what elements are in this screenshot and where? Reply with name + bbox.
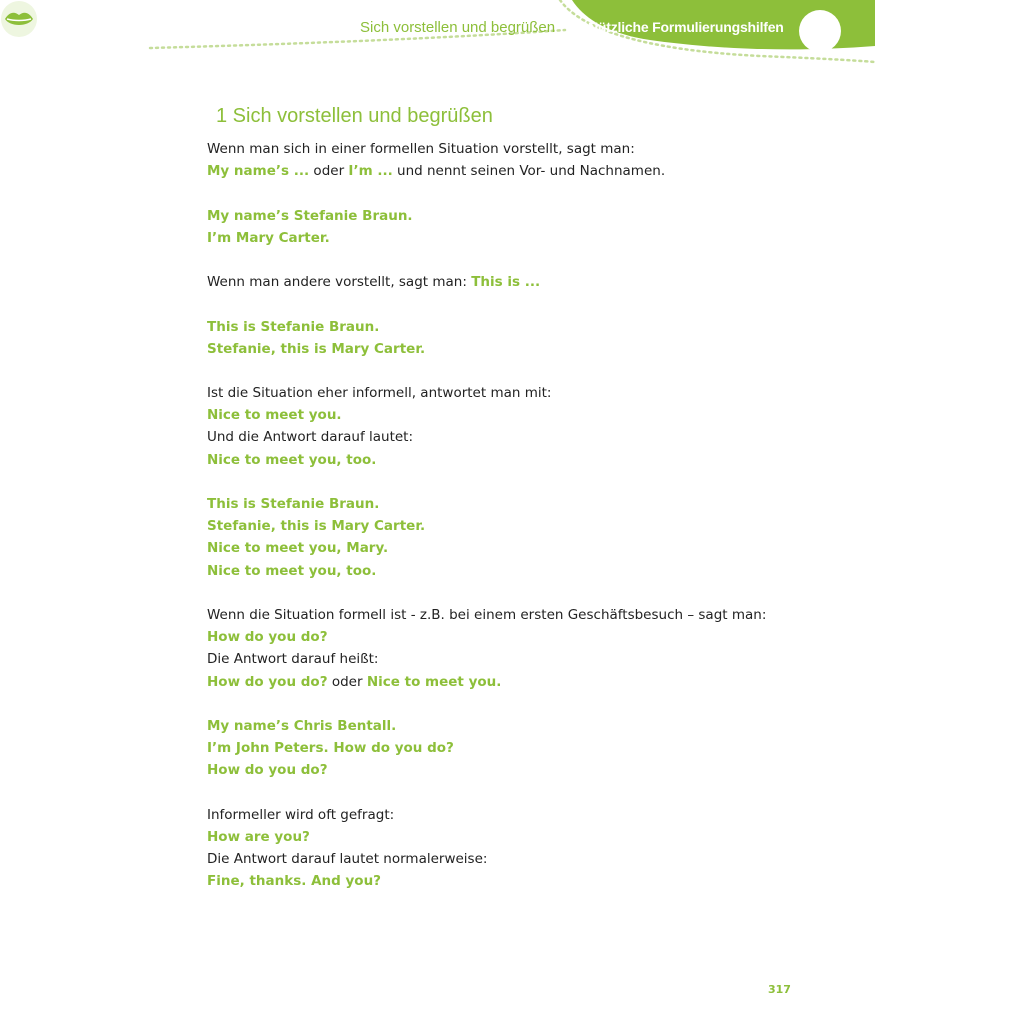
- text-line: Wenn die Situation formell ist - z.B. bei einem ersten Geschäftsbesuch – sagt man:: [207, 606, 767, 623]
- example-line: This is Stefanie Braun.: [207, 318, 380, 335]
- text: und nennt seinen Vor- und Nachnamen.: [392, 163, 666, 180]
- example-line: Stefanie, this is Mary Carter.: [207, 518, 426, 535]
- phrase-line: Nice to meet you.: [207, 407, 342, 424]
- phrase-line: How are you?: [207, 828, 310, 845]
- text-line: Und die Antwort darauf lautet:: [207, 429, 414, 446]
- example-line: How do you do?: [207, 762, 328, 779]
- text-line: [207, 271, 847, 293]
- section-heading: 1 Sich vorstellen und begrüßen: [216, 105, 493, 127]
- example-line: My name’s Chris Bentall.: [207, 717, 397, 734]
- page-number: 317: [768, 983, 791, 996]
- header-decoration: [0, 0, 1024, 80]
- example-line: Nice to meet you, too.: [207, 562, 377, 579]
- phrase: Nice to meet you.: [366, 673, 502, 690]
- lips-icon: [0, 0, 38, 38]
- example-line: This is Stefanie Braun.: [207, 496, 380, 512]
- text-line: Ist die Situation eher informell, antwortet man mit:: [207, 385, 552, 402]
- text-line: Informeller wird oft gefragt:: [207, 806, 395, 823]
- phrase: This is ...: [471, 274, 541, 291]
- text-line: Wenn man sich in einer formellen Situation vorstellt, sagt man:: [207, 141, 635, 157]
- example-line: Nice to meet you, Mary.: [207, 540, 389, 557]
- text-line: [207, 160, 847, 182]
- text-line: [207, 671, 847, 693]
- text-line: Die Antwort darauf heißt:: [207, 651, 379, 668]
- phrase: I’m ...: [348, 163, 393, 180]
- phrase-line: Fine, thanks. And you?: [207, 873, 382, 890]
- example-line: I’m John Peters. How do you do?: [207, 740, 454, 757]
- text: oder: [309, 163, 349, 180]
- phrase-line: Nice to meet you, too.: [207, 451, 377, 468]
- chapter-tab: Nützliche Formulierungshilfen: [588, 19, 784, 35]
- phrase: How do you do?: [207, 673, 328, 690]
- main-content: [207, 105, 847, 892]
- section-breadcrumb: Sich vorstellen und begrüßen: [360, 19, 556, 36]
- example-line: My name’s Stefanie Braun.: [207, 207, 413, 224]
- text-line: Die Antwort darauf lautet normalerweise:: [207, 851, 488, 867]
- text: Wenn man andere vorstellt, sagt man:: [207, 274, 472, 291]
- example-line: Stefanie, this is Mary Carter.: [207, 340, 426, 357]
- phrase-line: How do you do?: [207, 629, 328, 646]
- example-line: I’m Mary Carter.: [207, 229, 330, 246]
- phrase: My name’s ...: [207, 163, 310, 180]
- text: oder: [327, 673, 367, 690]
- page-header: [0, 0, 1024, 80]
